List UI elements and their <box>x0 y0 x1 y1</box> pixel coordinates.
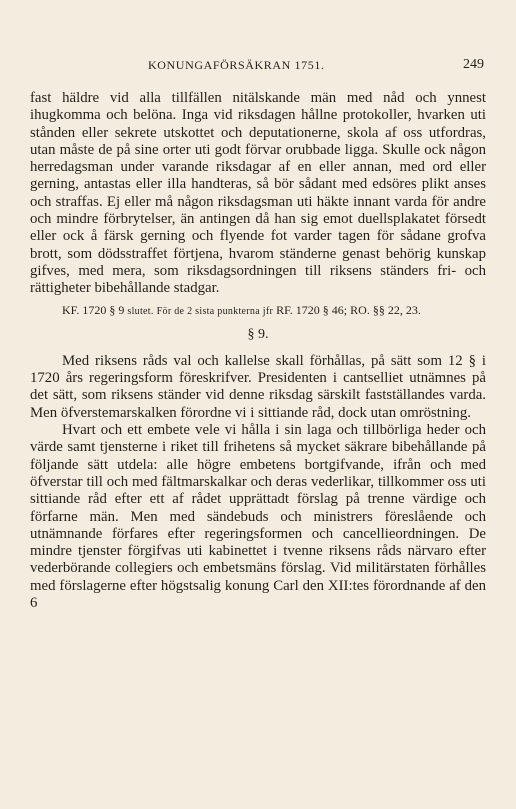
reference-part-3: För de 2 sista punkterna jfr <box>156 305 274 317</box>
page-number: 249 <box>463 57 484 72</box>
reference-part-2: slutet. <box>127 305 154 317</box>
running-title: KONUNGAFÖRSÄKRAN 1751. <box>148 58 325 72</box>
paragraph-1: fast häldre vid alla tillfällen nitälskande män med nåd och ynnest ihugkomma och belöna. Inga vid riksdagen hållne protokoller, hvarken uti stånden eller sekrete utskottet och deputationerne, skola af oss utfordras, utan måste de på sine orter uti godt förvar orubbade ligga. Skulle ock någon herredagsman under varande riksdagar af en eller annan, med ord eller gerning, antastas eller illa handteras, så bör sådant med edsöres plikt anses och straffas. Ej eller må någon riksdagsman uti häkte innant varda för andre och mindre förbrytelser, än antingen då han sig emot duellsplakatet försedt eller ock å färsk gerning och flyende fot varder tagen för sådane grofva brott, som dödsstraffet förtjena, hvarom ständerne genast behörig kunskap gifves, med mera, som riksdagsordningen till riksens ständers fri- och rättigheter bibehållande stadgar. <box>30 90 486 297</box>
paragraph-2: Med riksens råds val och kallelse skall förhållas, på sätt som 12 § i 1720 års regeringsform föreskrifver. Presidenten i cantselliet utnämnes på det sätt, som riksens ständer vid denne riksdag särskilt fastställandes varda. Men öfverstemarskalken förordne vi i sittiande råd, dock utan omröstning. <box>30 352 486 421</box>
page-header <box>30 55 484 75</box>
reference-part-4: RF. 1720 § 46; RO. §§ 22, 23. <box>276 302 421 317</box>
paragraph-3: Hvart och ett embete vele vi hålla i sin laga och tillbörliga heder och värde samt tjensterne i riket till frihetens så mycket säkrare bibehållande på följande sätt utdela: alle högre embetens bortgifvande, ifrån och med öfverstar till och med fältmarskalkar och deras vederlikar, tillkommer oss uti sittiande råd efter ett af rådet upprättadt förslag på trenne värdige och förfarne män. Men med sändebuds och ministrers föreslående och utnämnande förfares efter regeringsformen och cancellieordningen. De mindre tjenster förgifvas uti kabinettet i tvenne riksens råds närvaro efter vederbörande collegiers och embetsmäns förslag. Vid militärstaten förhålles med förslagerne efter högstsalig konung Carl den XII:tes förordnande af den 6 <box>30 422 486 612</box>
reference-part-1: KF. 1720 § 9 <box>62 302 125 317</box>
page-body <box>30 90 486 612</box>
reference-note <box>30 302 486 320</box>
section-heading: § 9. <box>247 326 269 342</box>
